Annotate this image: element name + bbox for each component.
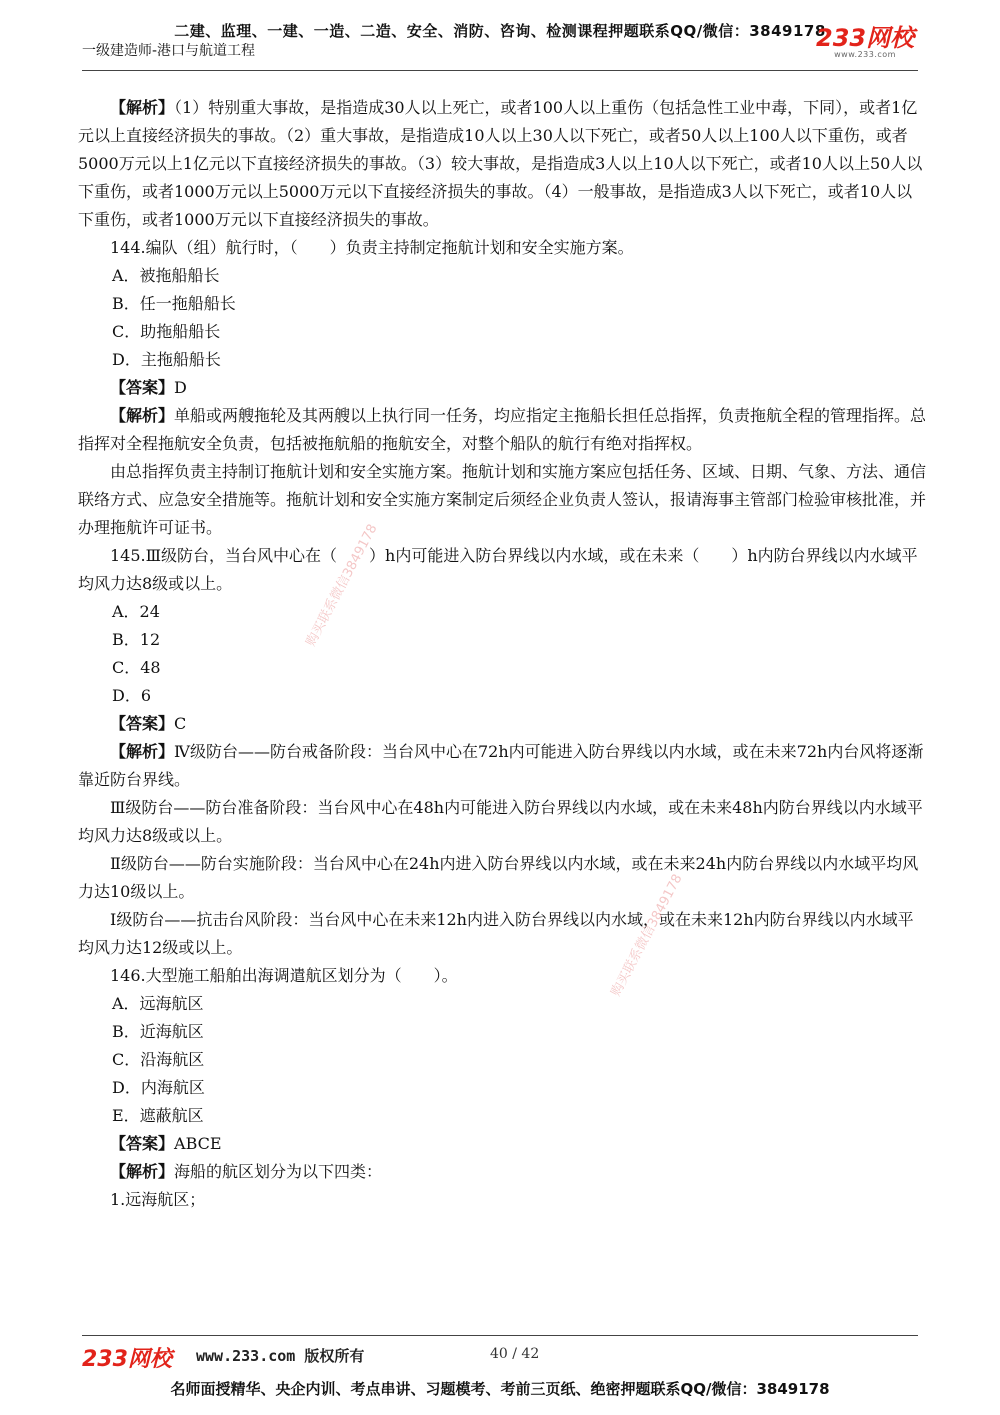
- analysis-label: 【解析】: [110, 406, 175, 425]
- footer-divider: [82, 1335, 918, 1336]
- answer-145: [78, 710, 928, 738]
- option-e: E．遮蔽航区: [112, 1106, 204, 1125]
- analysis-146: [78, 1158, 928, 1186]
- footer-banner: 名师面授精华、央企内训、考点串讲、习题模考、考前三页纸、绝密押题联系QQ/微信：3849178: [170, 1380, 830, 1398]
- brand-logo-url: www.233.com: [834, 50, 896, 59]
- subject-title: 一级建造师-港口与航道工程: [82, 43, 256, 59]
- option-c: C．48: [112, 658, 161, 677]
- question-146-stem: 146.大型施工船舶出海调遣航区划分为（ ）。: [110, 966, 458, 985]
- analysis-145-para-4: Ⅰ级防台——抗击台风阶段：当台风中心在未来12h内进入防台界线以内水域，或在未来12h内防台界线以内水域平均风力达12级或以上。: [78, 910, 914, 957]
- option-d: D．6: [112, 686, 152, 705]
- analysis-label: 【解析】: [110, 1162, 175, 1181]
- answer-146: [78, 1130, 928, 1158]
- page-number: 40 / 42: [490, 1346, 540, 1362]
- option-b: B．任一拖船船长: [112, 294, 236, 313]
- analysis-text: （1）特别重大事故，是指造成30人以上死亡，或者100人以上重伤（包括急性工业中毒，下同），或者1亿元以上直接经济损失的事故。（2）重大事故，是指造成10人以上30人以下死亡，或者50人以上100人以下重伤，或者5000万元以上1亿元以下直接经济损失的事故。（3）较大事故，是指造成3人以上10人以下死亡，或者10人以上50人以下重伤，或者1000万元以上5000万元以下直接经济损失的事故。（4）一般事故，是指造成3人以下死亡，或者10人以下重伤，或者1000万元以下直接经济损失的事故。: [78, 98, 923, 229]
- answer-value: ABCE: [174, 1134, 222, 1153]
- brand-logo: [816, 26, 914, 60]
- option-a: A．远海航区: [112, 994, 204, 1013]
- option-b: B．12: [112, 630, 161, 649]
- brand-logo-text: 233网校: [816, 24, 915, 52]
- answer-label: 【答案】: [110, 714, 175, 733]
- answer-label: 【答案】: [110, 378, 175, 397]
- option-c: C．助拖船船长: [112, 322, 221, 341]
- watermark: 购买联系微信3849178: [303, 521, 381, 649]
- analysis-145-para-2: Ⅲ级防台——防台准备阶段：当台风中心在48h内可能进入防台界线以内水域，或在未来48h内防台界线以内水域平均风力达8级或以上。: [78, 798, 923, 845]
- analysis-text: Ⅳ级防台——防台戒备阶段：当台风中心在72h内可能进入防台界线以内水域，或在未来72h内台风将逐渐靠近防台界线。: [78, 742, 924, 789]
- option-a: A．被拖船船长: [112, 266, 220, 285]
- answer-value: C: [174, 714, 187, 733]
- analysis-text: 海船的航区划分为以下四类：: [174, 1162, 383, 1181]
- header-divider: [82, 70, 918, 71]
- option-d: D．内海航区: [112, 1078, 205, 1097]
- question-144-stem: 144.编队（组）航行时，（ ）负责主持制定拖航计划和安全实施方案。: [110, 238, 634, 257]
- prev-analysis: [78, 94, 928, 234]
- question-145-stem: 145.Ⅲ级防台，当台风中心在（ ）h内可能进入防台界线以内水域，或在未来（ ）h内防台界线以内水域平均风力达8级或以上。: [78, 546, 918, 593]
- analysis-146-list-item: 1.远海航区；: [110, 1190, 206, 1209]
- analysis-145-para-3: Ⅱ级防台——防台实施阶段：当台风中心在24h内进入防台界线以内水域，或在未来24h内防台界线以内水域平均风力达10级以上。: [78, 854, 919, 901]
- analysis-144-para-2: 由总指挥负责主持制订拖航计划和安全实施方案。拖航计划和实施方案应包括任务、区域、日期、气象、方法、通信联络方式、应急安全措施等。拖航计划和安全实施方案制定后须经企业负责人签认，报请海事主管部门检验审核批准，并办理拖航许可证书。: [78, 462, 927, 537]
- footer-copyright: www.233.com 版权所有: [196, 1347, 365, 1365]
- analysis-label: 【解析】: [110, 742, 175, 761]
- footer-logo: 233网校: [82, 1347, 172, 1372]
- answer-value: D: [174, 378, 187, 397]
- option-b: B．近海航区: [112, 1022, 204, 1041]
- watermark: 购买联系微信3849178: [608, 871, 686, 999]
- analysis-label: 【解析】: [110, 98, 175, 117]
- analysis-145: [78, 738, 928, 794]
- answer-144: [78, 374, 928, 402]
- answer-label: 【答案】: [110, 1134, 175, 1153]
- option-d: D．主拖船船长: [112, 350, 221, 369]
- header-banner: 二建、监理、一建、一造、二造、安全、消防、咨询、检测课程押题联系QQ/微信：3849178: [174, 22, 826, 40]
- analysis-144: [78, 402, 928, 458]
- document-body: [78, 94, 928, 1214]
- option-a: A．24: [112, 602, 160, 621]
- option-c: C．沿海航区: [112, 1050, 205, 1069]
- analysis-text: 单船或两艘拖轮及其两艘以上执行同一任务，均应指定主拖船长担任总指挥，负责拖航全程的管理指挥。总指挥对全程拖航安全负责，包括被拖航船的拖航安全，对整个船队的航行有绝对指挥权。: [78, 406, 927, 453]
